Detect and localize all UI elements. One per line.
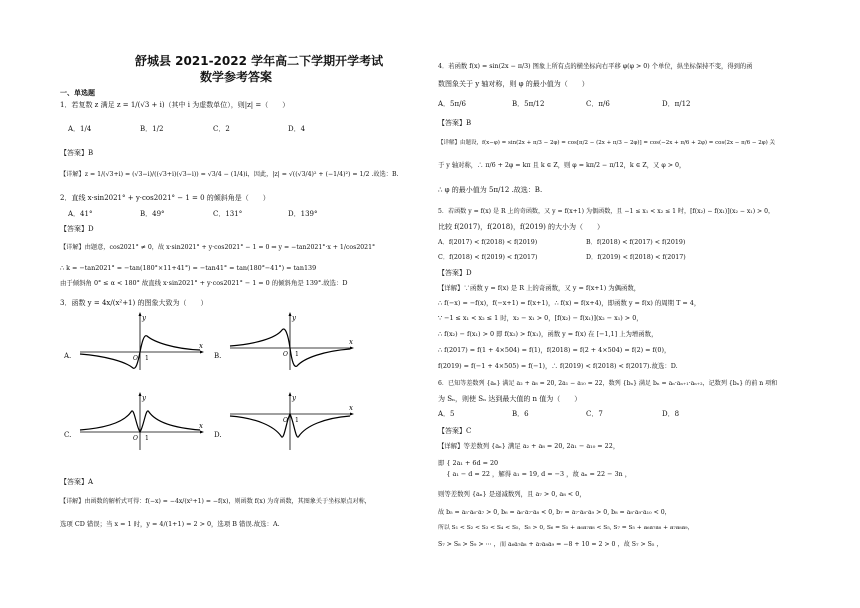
question-4-line1: 4．若函数 f(x) = sin(2x − π/3) 图象上所有点的横坐标向右平移 φ(φ > 0) 个单位，纵坐标保持不变，得到的函	[438, 63, 753, 70]
question-5-line2: 比较 f(2017)，f(2018)，f(2019) 的大小为（ ）	[438, 223, 605, 231]
section-heading: 一、单选题	[60, 89, 95, 97]
q5-detail-line5: ∴ f(2017) = f(1 + 4×504) = f(1)，f(2018) = f(2 + 4×504) = f(2) = f(0)，	[438, 346, 671, 354]
doc-title: 舒城县 2021-2022 学年高二下学期开学考试	[135, 54, 384, 68]
q2-detail-line2: ∴ k = −tan2021° = −tan(180°×11+41°) = −tan41° = tan(180°−41°) = tan139	[60, 264, 317, 272]
question-5-line1: 5．若函数 y = f(x) 是 R 上的奇函数，又 y = f(x+1) 为偶函数，且 −1 ≤ x₁ < x₂ ≤ 1 时，[f(x₂) − f(x₁)](x₂ − x₁) > 0，	[438, 208, 775, 215]
q2-option-a: A．41°	[68, 210, 93, 218]
q3-graph-a-one-label: 1	[145, 355, 149, 362]
q6-answer: 【答案】C	[438, 427, 472, 435]
q4-detail-line1: 【详解】由题设，f(x−φ) = sin(2x + π/3 − 2φ) = cos[π/2 − (2x + π/3 − 2φ)] = cos(−2x + π/6 + 2φ) = cos(2x − π/6 − 2φ) 关	[438, 140, 775, 146]
q3-answer: 【答案】A	[60, 478, 94, 486]
q2-detail-line1: 【详解】由题意，cos2021° ≠ 0，故 x·sin2021° + y·cos2021° − 1 = 0 ⇒ y = −tan2021°·x + 1/cos2021°	[60, 244, 376, 251]
question-2: 2．直线 x·sin2021° + y·cos2021° − 1 = 0 的倾斜角是（ ）	[60, 194, 270, 202]
q1-detail: 【详解】z = 1/(√3+i) = (√3−i)/((√3+i)(√3−i)) = √3/4 − (1/4)i，因此，|z| = √((√3/4)² + (−1/4)²) = 1/2 .故选：B.	[60, 171, 399, 178]
q4-option-a: A．5π/6	[438, 100, 466, 108]
q3-graph-d	[226, 392, 356, 454]
q3-graph-c-y-label: y	[142, 394, 146, 402]
q6-option-d: D．8	[662, 410, 680, 418]
q3-graph-c-x-label: x	[199, 422, 203, 430]
q2-answer: 【答案】D	[60, 225, 94, 233]
q3-graph-d-x-label: x	[349, 404, 353, 412]
q3-graph-a-x-label: x	[199, 342, 203, 350]
q6-option-c: C．7	[586, 410, 603, 418]
q6-option-a: A．5	[438, 410, 455, 418]
q6-option-b: B．6	[512, 410, 529, 418]
q6-detail-line1: 【详解】等差数列 {aₙ} 满足 a₂ + a₈ = 20, 2a₁ − a₁₀ = 22，	[438, 442, 620, 450]
q2-detail-line3: 由于倾斜角 0° ≤ α < 180° 故直线 x·sin2021° + y·cos2021° − 1 = 0 的倾斜角是 139°.故选：D	[60, 279, 348, 287]
question-4-line2: 数图象关于 y 轴对称，则 φ 的最小值为（ ）	[438, 80, 589, 88]
q6-detail-line2a: 即 { 2a₁ + 6d = 20	[438, 459, 499, 467]
q3-graph-b-origin-label: O	[283, 351, 288, 358]
q6-detail-line2b: { a₁ − d = 22 ，解得 a₁ = 19, d = −3 ，故 aₙ = 22 − 3n ，	[438, 470, 632, 478]
question-3: 3．函数 y = 4x/(x²+1) 的图象大致为（ ）	[60, 299, 208, 307]
q5-detail-line3: ∵ −1 ≤ x₁ < x₂ ≤ 1 时，x₂ − x₁ > 0，[f(x₂) − f(x₁)](x₂ − x₁) > 0，	[438, 314, 643, 322]
q3-graph-c	[76, 392, 206, 454]
q1-option-b: B．1/2	[140, 125, 164, 133]
q3-graph-a-y-label: y	[142, 314, 146, 322]
q6-detail-line3: 则等差数列 {aₙ} 是递减数列，且 a₇ > 0, a₈ < 0，	[438, 490, 586, 498]
question-1: 1．若复数 z 满足 z = 1/(√3 + i)（其中 i 为虚数单位），则|z| =（ ）	[60, 101, 290, 109]
q3-label-d: D.	[214, 431, 222, 439]
q5-option-d: D．f(2019) < f(2018) < f(2017)	[586, 254, 686, 261]
q3-graph-d-one-label: 1	[295, 417, 299, 424]
doc-subtitle: 数学参考答案	[200, 70, 273, 84]
q5-option-c: C．f(2018) < f(2019) < f(2017)	[438, 254, 538, 261]
q5-option-a: A．f(2017) < f(2018) < f(2019)	[438, 239, 538, 246]
q3-label-b: B.	[214, 352, 222, 360]
q3-graph-b-y-label: y	[292, 314, 296, 322]
q5-detail-line4: ∴ f(x₂) − f(x₁) > 0 即 f(x₂) > f(x₁)，函数 y = f(x) 在 [−1,1] 上为增函数，	[438, 330, 658, 338]
q3-detail-line2: 选项 CD 错误；当 x = 1 时，y = 4/(1+1) = 2 > 0，选项 B 错误.故选：A.	[60, 520, 280, 528]
q1-option-d: D．4	[288, 125, 306, 133]
q1-option-a: A．1/4	[68, 125, 92, 133]
q3-graph-b	[226, 312, 356, 374]
q3-label-a: A.	[64, 352, 72, 360]
q3-graph-c-origin-label: O	[133, 435, 138, 442]
q3-detail-line1: 【详解】由函数的解析式可得：f(−x) = −4x/(x²+1) = −f(x)，则函数 f(x) 为奇函数，其图象关于坐标原点对称，	[60, 498, 371, 505]
q2-option-b: B．49°	[140, 210, 165, 218]
q1-answer: 【答案】B	[60, 149, 94, 157]
q6-detail-line6: S₇ > S₈ > S₉ > ⋯ ，而 a₆a₇a₈ + a₇a₈a₉ = −8 + 10 = 2 > 0 ，故 S₇ > S₅ ，	[438, 541, 663, 548]
question-6-line1: 6．已知等差数列 {aₙ} 满足 a₂ + a₈ = 20, 2a₁ − a₁₀ = 22，数列 {bₙ} 满足 bₙ = aₙ·aₙ₊₁·aₙ₊₂，记数列 {bₙ} 的前 n 项和	[438, 380, 778, 387]
q5-answer: 【答案】D	[438, 269, 472, 277]
q3-label-c: C.	[64, 431, 72, 439]
q6-detail-line5: 所以 S₁ < S₂ < S₃ < S₄ < S₅，S₅ > 0, S₆ = S₅ + a₆a₇a₈ < S₅, S₇ = S₅ + a₆a₇a₈ + a₇a₈a₉，	[438, 525, 694, 531]
q1-option-c: C．2	[213, 125, 230, 133]
q3-graph-a	[76, 312, 206, 374]
q4-answer: 【答案】B	[438, 119, 472, 127]
q2-option-c: C．131°	[213, 210, 243, 218]
q4-detail-line3: ∴ φ 的最小值为 5π/12 .故选：B.	[438, 186, 543, 194]
q5-option-b: B．f(2018) < f(2017) < f(2019)	[586, 239, 686, 246]
q4-option-c: C．π/6	[586, 100, 610, 108]
question-6-line2: 为 Sₙ，则使 Sₙ 达到最大值的 n 值为（ ）	[438, 395, 582, 403]
q3-graph-b-one-label: 1	[295, 351, 299, 358]
q3-graph-b-x-label: x	[349, 338, 353, 346]
q5-detail-line6: f(2019) = f(−1 + 4×505) = f(−1)，∴ f(2019) < f(2018) < f(2017).故选：D.	[438, 362, 678, 370]
q5-detail-line1: 【详解】∵函数 y = f(x) 是 R 上的奇函数，又 y = f(x+1) 为偶函数，	[438, 284, 641, 292]
q3-graph-c-one-label: 1	[145, 435, 149, 442]
q3-graph-a-origin-label: O	[133, 355, 138, 362]
q4-option-d: D．π/12	[662, 100, 691, 108]
q4-option-b: B．5π/12	[512, 100, 545, 108]
q3-graph-d-origin-label: O	[283, 417, 288, 424]
q3-graph-d-y-label: y	[292, 394, 296, 402]
q5-detail-line2: ∴ f(−x) = −f(x)，f(−x+1) = f(x+1)，∴ f(x) = f(x+4)，即函数 y = f(x) 的周期 T = 4，	[438, 299, 701, 307]
q4-detail-line2: 于 y 轴对称，∴ π/6 + 2φ = kπ 且 k ∈ Z，则 φ = kπ/2 − π/12，k ∈ Z，又 φ > 0，	[438, 162, 686, 169]
q2-option-d: D．139°	[288, 210, 318, 218]
q6-detail-line4: 故 b₅ = a₅·a₆·a₇ > 0, b₆ = a₆·a₇·a₈ < 0, b₇ = a₇·a₈·a₉ > 0, b₈ = a₈·a₉·a₁₀ < 0，	[438, 509, 671, 516]
